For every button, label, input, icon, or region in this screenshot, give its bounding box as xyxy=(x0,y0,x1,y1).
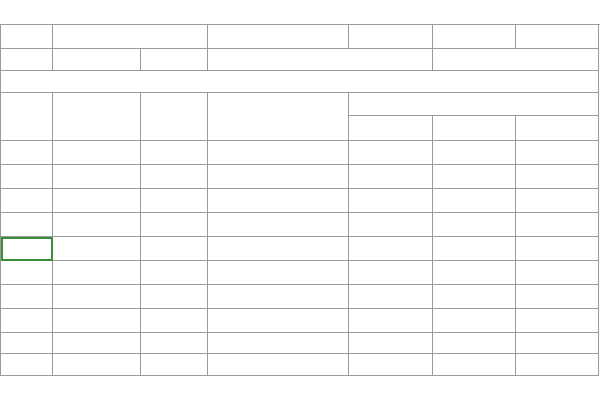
info-project-value[interactable] xyxy=(349,25,433,49)
table-row xyxy=(1,165,599,189)
header-max[interactable] xyxy=(349,116,433,141)
table-row xyxy=(1,141,599,165)
table-row xyxy=(1,309,599,333)
table-row xyxy=(1,213,599,237)
info-site-value[interactable] xyxy=(516,25,599,49)
info-project-label[interactable] xyxy=(208,25,349,49)
row-limit[interactable] xyxy=(208,309,349,333)
row-avg[interactable] xyxy=(516,309,599,333)
table-row xyxy=(1,189,599,213)
row-unit[interactable] xyxy=(141,141,208,165)
row-no[interactable] xyxy=(1,285,53,309)
row-no[interactable] xyxy=(1,354,53,376)
row-indicator[interactable] xyxy=(53,213,141,237)
row-limit[interactable] xyxy=(208,285,349,309)
info-period-value[interactable] xyxy=(53,49,141,71)
row-unit[interactable] xyxy=(141,285,208,309)
row-unit[interactable] xyxy=(141,333,208,354)
table-row xyxy=(1,237,599,261)
row-min[interactable] xyxy=(433,165,516,189)
row-limit[interactable] xyxy=(208,213,349,237)
row-max[interactable] xyxy=(349,309,433,333)
row-limit[interactable] xyxy=(208,261,349,285)
header-unit[interactable] xyxy=(141,93,208,141)
row-min[interactable] xyxy=(433,333,516,354)
row-avg[interactable] xyxy=(516,189,599,213)
row-no[interactable] xyxy=(1,165,53,189)
table-row xyxy=(1,285,599,309)
row-min[interactable] xyxy=(433,189,516,213)
row-min[interactable] xyxy=(433,213,516,237)
row-unit[interactable] xyxy=(141,309,208,333)
header-min[interactable] xyxy=(433,116,516,141)
row-unit[interactable] xyxy=(141,213,208,237)
row-unit[interactable] xyxy=(141,237,208,261)
row-no[interactable] xyxy=(1,333,53,354)
row-no[interactable] xyxy=(1,141,53,165)
row-no[interactable] xyxy=(1,309,53,333)
header-no[interactable] xyxy=(1,93,53,141)
row-max[interactable] xyxy=(349,189,433,213)
row-min[interactable] xyxy=(433,285,516,309)
info-test-label[interactable] xyxy=(141,49,208,71)
row-no[interactable] xyxy=(1,213,53,237)
row-max[interactable] xyxy=(349,261,433,285)
info-period-label[interactable] xyxy=(1,49,53,71)
header-limit[interactable] xyxy=(208,93,349,141)
row-unit[interactable] xyxy=(141,354,208,376)
row-avg[interactable] xyxy=(516,213,599,237)
row-limit[interactable] xyxy=(208,333,349,354)
row-avg[interactable] xyxy=(516,237,599,261)
info-site-label[interactable] xyxy=(433,25,516,49)
row-max[interactable] xyxy=(349,165,433,189)
row-avg[interactable] xyxy=(516,285,599,309)
table-row xyxy=(1,354,599,376)
info-test-value[interactable] xyxy=(208,49,433,71)
row-min[interactable] xyxy=(433,237,516,261)
header-avg[interactable] xyxy=(516,116,599,141)
table-row xyxy=(1,333,599,354)
row-max[interactable] xyxy=(349,333,433,354)
page-title xyxy=(0,0,600,24)
row-limit[interactable] xyxy=(208,189,349,213)
row-no[interactable] xyxy=(1,261,53,285)
info-unit-label[interactable] xyxy=(1,25,53,49)
table-row xyxy=(1,261,599,285)
row-no[interactable] xyxy=(1,237,53,261)
water-quality-table xyxy=(0,24,599,376)
header-indicator[interactable] xyxy=(53,93,141,141)
row-indicator[interactable] xyxy=(53,285,141,309)
row-avg[interactable] xyxy=(516,261,599,285)
row-unit[interactable] xyxy=(141,261,208,285)
row-unit[interactable] xyxy=(141,165,208,189)
row-limit[interactable] xyxy=(208,237,349,261)
row-max[interactable] xyxy=(349,354,433,376)
row-max[interactable] xyxy=(349,141,433,165)
row-min[interactable] xyxy=(433,141,516,165)
row-min[interactable] xyxy=(433,354,516,376)
row-limit[interactable] xyxy=(208,165,349,189)
row-indicator[interactable] xyxy=(53,333,141,354)
row-indicator[interactable] xyxy=(53,141,141,165)
row-avg[interactable] xyxy=(516,333,599,354)
info-std-label[interactable] xyxy=(433,49,599,71)
header-range[interactable] xyxy=(349,93,599,116)
result-line[interactable] xyxy=(1,71,599,93)
row-indicator[interactable] xyxy=(53,261,141,285)
row-avg[interactable] xyxy=(516,165,599,189)
row-max[interactable] xyxy=(349,285,433,309)
row-max[interactable] xyxy=(349,213,433,237)
row-indicator[interactable] xyxy=(53,189,141,213)
row-avg[interactable] xyxy=(516,354,599,376)
row-no[interactable] xyxy=(1,189,53,213)
row-min[interactable] xyxy=(433,309,516,333)
row-unit[interactable] xyxy=(141,189,208,213)
row-limit[interactable] xyxy=(208,141,349,165)
row-max[interactable] xyxy=(349,237,433,261)
row-avg[interactable] xyxy=(516,141,599,165)
row-min[interactable] xyxy=(433,261,516,285)
row-indicator[interactable] xyxy=(53,354,141,376)
row-limit[interactable] xyxy=(208,354,349,376)
row-indicator[interactable] xyxy=(53,237,141,261)
row-indicator[interactable] xyxy=(53,165,141,189)
info-unit-value[interactable] xyxy=(53,25,208,49)
row-indicator[interactable] xyxy=(53,309,141,333)
